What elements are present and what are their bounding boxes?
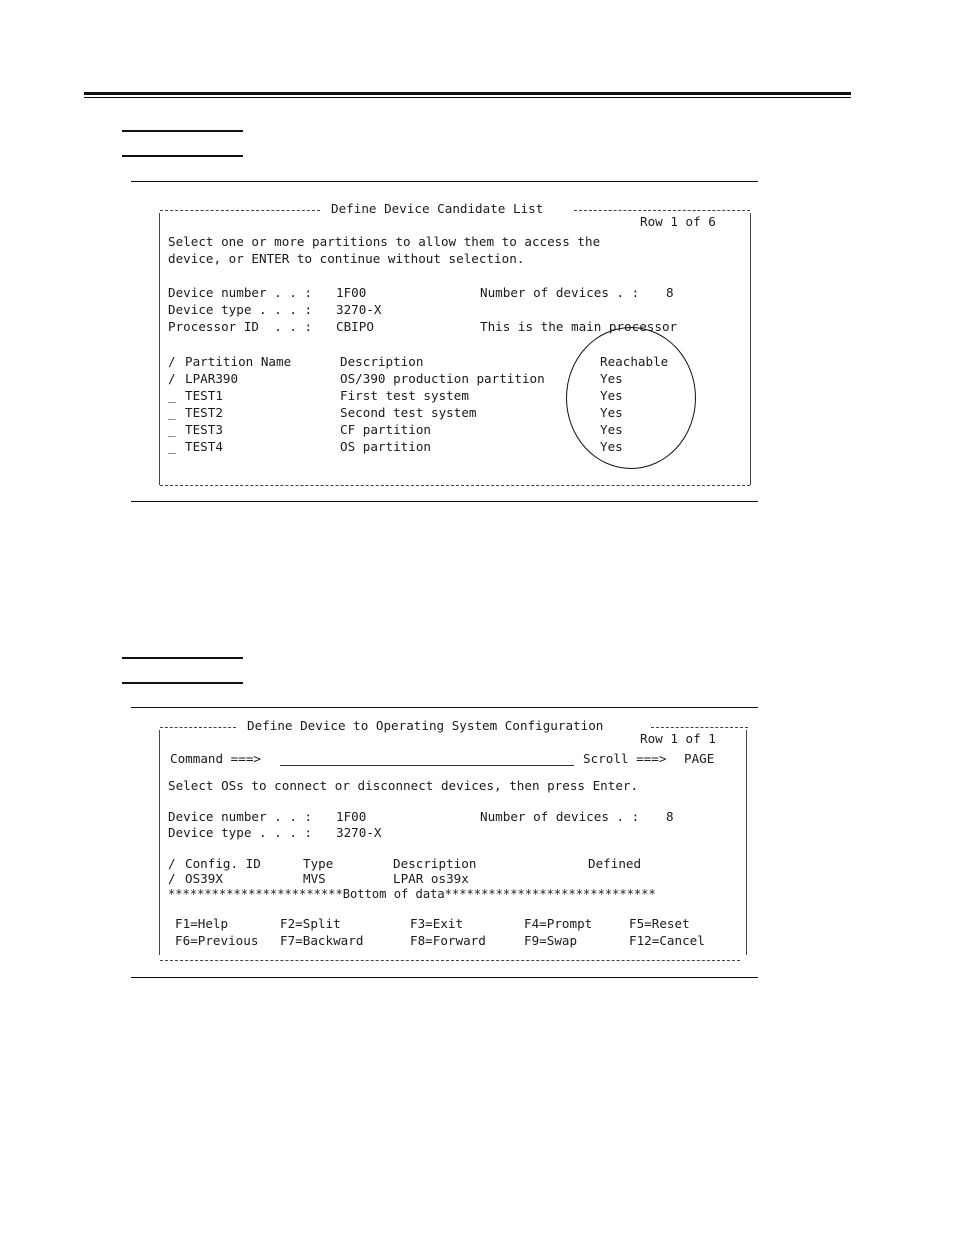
- panel1-border-top-right: [574, 210, 750, 211]
- panel2-row-indicator: Row 1 of 1: [640, 731, 716, 746]
- header-rule-thin: [84, 97, 851, 98]
- col-header-select: /: [168, 856, 176, 871]
- col-header-reachable: Reachable: [600, 354, 669, 369]
- fkey-f3-exit[interactable]: F3=Exit: [410, 916, 464, 931]
- col-header-select: /: [168, 354, 176, 369]
- partition-reachable: Yes: [600, 371, 623, 386]
- number-of-devices-label: Number of devices . :: [480, 285, 640, 300]
- device-number-value: 1F00: [336, 285, 367, 300]
- device-number-value: 1F00: [336, 809, 367, 824]
- device-type-value: 3270-X: [336, 825, 382, 840]
- section2-marker-top: [122, 657, 243, 659]
- panel1-row-indicator: Row 1 of 6: [640, 214, 716, 229]
- config-id: OS39X: [185, 871, 223, 886]
- partition-description: OS/390 production partition: [340, 371, 545, 386]
- device-type-label: Device type . . . :: [168, 302, 313, 317]
- section2-marker-bottom: [122, 682, 243, 684]
- panel1-instruction-line2: device, or ENTER to continue without selection.: [168, 251, 525, 266]
- col-header-description: Description: [393, 856, 477, 871]
- row-select-field[interactable]: _: [168, 388, 176, 403]
- col-header-partition-name: Partition Name: [185, 354, 292, 369]
- row-select-field[interactable]: _: [168, 422, 176, 437]
- partition-name: TEST2: [185, 405, 223, 420]
- figure1-bottom-rule: [131, 501, 758, 502]
- command-label: Command ===>: [170, 751, 261, 766]
- device-number-label: Device number . . :: [168, 285, 313, 300]
- os-description: LPAR os39x: [393, 871, 469, 886]
- panel2-instructions: Select OSs to connect or disconnect devices, then press Enter.: [168, 778, 639, 793]
- processor-id-label: Processor ID . . :: [168, 319, 313, 334]
- fkey-f7-backward[interactable]: F7=Backward: [280, 933, 364, 948]
- command-input[interactable]: [280, 765, 574, 766]
- section1-marker-top: [122, 130, 243, 132]
- panel1-border-bottom: [160, 485, 750, 486]
- fkey-f1-help[interactable]: F1=Help: [175, 916, 229, 931]
- col-header-type: Type: [303, 856, 334, 871]
- os-type: MVS: [303, 871, 326, 886]
- fkey-f12-cancel[interactable]: F12=Cancel: [629, 933, 705, 948]
- partition-reachable: Yes: [600, 388, 623, 403]
- row-select-field[interactable]: /: [168, 371, 176, 386]
- partition-description: CF partition: [340, 422, 431, 437]
- panel2-title: Define Device to Operating System Configuration: [247, 718, 604, 733]
- panel2-border-bottom: [160, 960, 740, 961]
- processor-note: This is the main processor: [480, 319, 678, 334]
- header-rule-thick: [84, 92, 851, 95]
- scroll-label: Scroll ===>: [583, 751, 667, 766]
- panel2-border-top-right: [651, 727, 748, 728]
- row-select-field[interactable]: _: [168, 439, 176, 454]
- section1-marker-bottom: [122, 155, 243, 157]
- number-of-devices-label: Number of devices . :: [480, 809, 640, 824]
- fkey-f9-swap[interactable]: F9=Swap: [524, 933, 578, 948]
- col-header-config-id: Config. ID: [185, 856, 261, 871]
- partition-name: LPAR390: [185, 371, 239, 386]
- partition-description: OS partition: [340, 439, 431, 454]
- row-select-field[interactable]: /: [168, 871, 176, 886]
- partition-name: TEST4: [185, 439, 223, 454]
- fkey-f8-forward[interactable]: F8=Forward: [410, 933, 486, 948]
- processor-id-value: CBIPO: [336, 319, 374, 334]
- fkey-f4-prompt[interactable]: F4=Prompt: [524, 916, 593, 931]
- panel1-border-top-left: [160, 210, 320, 211]
- partition-reachable: Yes: [600, 422, 623, 437]
- panel1-border-left: [159, 213, 160, 485]
- fkey-f5-reset[interactable]: F5=Reset: [629, 916, 690, 931]
- scroll-value[interactable]: PAGE: [684, 751, 715, 766]
- device-number-label: Device number . . :: [168, 809, 313, 824]
- fkey-f2-split[interactable]: F2=Split: [280, 916, 341, 931]
- col-header-defined: Defined: [588, 856, 642, 871]
- panel1-instruction-line1: Select one or more partitions to allow them to access the: [168, 234, 601, 249]
- partition-name: TEST3: [185, 422, 223, 437]
- panel2-border-top-left: [160, 727, 236, 728]
- reachable-callout-ellipse: [566, 327, 696, 469]
- partition-reachable: Yes: [600, 405, 623, 420]
- figure2-bottom-rule: [131, 977, 758, 978]
- partition-description: First test system: [340, 388, 469, 403]
- partition-description: Second test system: [340, 405, 477, 420]
- panel1-border-right: [750, 213, 751, 485]
- device-type-value: 3270-X: [336, 302, 382, 317]
- panel2-border-right: [746, 730, 747, 955]
- number-of-devices-value: 8: [666, 285, 674, 300]
- figure2-top-rule: [131, 707, 758, 708]
- panel2-border-left: [159, 730, 160, 955]
- number-of-devices-value: 8: [666, 809, 674, 824]
- fkey-f6-previous[interactable]: F6=Previous: [175, 933, 259, 948]
- figure1-top-rule: [131, 181, 758, 182]
- panel1-title: Define Device Candidate List: [331, 201, 544, 216]
- partition-name: TEST1: [185, 388, 223, 403]
- col-header-description: Description: [340, 354, 424, 369]
- bottom-of-data-marker: ************************Bottom of data*****************************: [168, 887, 656, 901]
- partition-reachable: Yes: [600, 439, 623, 454]
- device-type-label: Device type . . . :: [168, 825, 313, 840]
- row-select-field[interactable]: _: [168, 405, 176, 420]
